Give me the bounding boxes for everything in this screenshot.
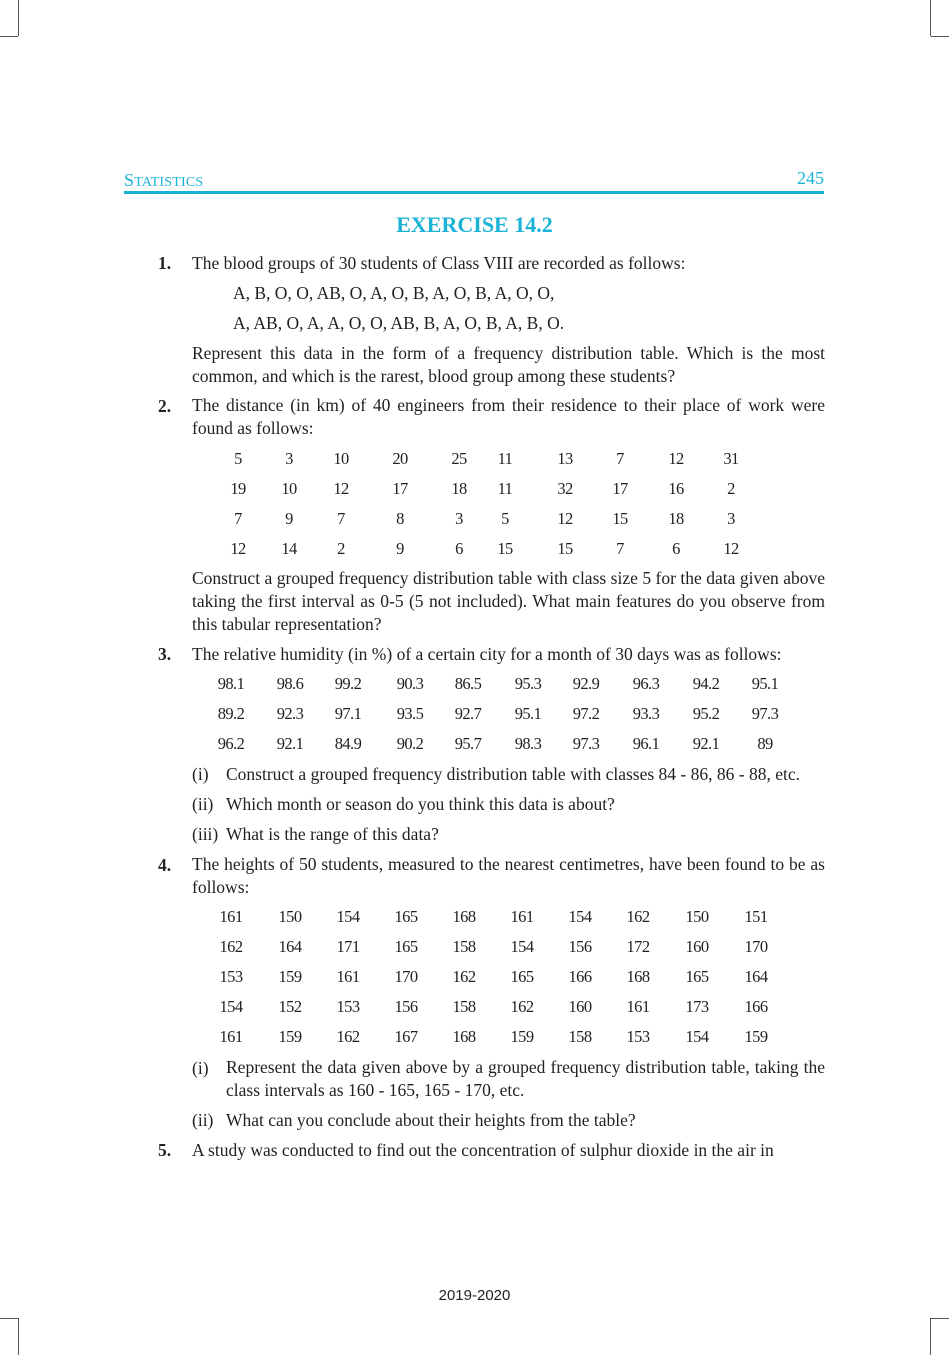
q3-number: 3. — [158, 644, 172, 664]
table-cell: 154 — [568, 907, 592, 926]
table-cell: 151 — [744, 907, 768, 926]
q3-part-label: (i) — [192, 764, 209, 784]
table-cell: 98.6 — [276, 674, 304, 693]
table-cell: 159 — [278, 967, 302, 986]
table-cell: 95.3 — [514, 674, 542, 693]
table-cell: 8 — [396, 509, 404, 528]
table-cell: 12 — [333, 479, 349, 498]
q4-part-label: (i) — [192, 1058, 209, 1078]
table-cell: 92.7 — [454, 704, 482, 723]
table-cell: 168 — [626, 967, 650, 986]
q3-part-label: (ii) — [192, 794, 214, 814]
table-cell: 93.5 — [396, 704, 424, 723]
table-cell: 99.2 — [334, 674, 362, 693]
table-cell: 95.2 — [692, 704, 720, 723]
table-cell: 90.2 — [396, 734, 424, 753]
table-cell: 162 — [452, 967, 476, 986]
table-cell: 94.2 — [692, 674, 720, 693]
table-cell: 165 — [685, 967, 709, 986]
table-cell: 162 — [626, 907, 650, 926]
table-cell: 159 — [510, 1027, 534, 1046]
q1-text: The blood groups of 30 students of Class VIII are recorded as follows: — [192, 253, 686, 273]
table-cell: 98.3 — [514, 734, 542, 753]
crop-mark — [931, 1318, 949, 1319]
table-cell: 161 — [336, 967, 360, 986]
table-cell: 97.3 — [572, 734, 600, 753]
table-cell: 86.5 — [454, 674, 482, 693]
q1-paragraph: Represent this data in the form of a frequency distribution table. Which is the most common, and which is the rarest, blood group among these students? — [192, 343, 825, 386]
table-cell: 12 — [557, 509, 573, 528]
q1-data-line-1: A, B, O, O, AB, O, A, O, B, A, O, B, A, O, O, — [233, 283, 555, 303]
table-cell: 7 — [234, 509, 242, 528]
table-cell: 2 — [337, 539, 345, 558]
crop-mark — [930, 1318, 931, 1355]
table-cell: 154 — [336, 907, 360, 926]
table-cell: 32 — [557, 479, 573, 498]
table-cell: 161 — [219, 1027, 243, 1046]
table-cell: 170 — [394, 967, 418, 986]
table-cell: 162 — [219, 937, 243, 956]
table-cell: 96.3 — [632, 674, 660, 693]
crop-mark — [0, 36, 18, 37]
table-cell: 153 — [336, 997, 360, 1016]
table-cell: 158 — [568, 1027, 592, 1046]
table-cell: 5 — [501, 509, 509, 528]
table-cell: 159 — [744, 1027, 768, 1046]
table-cell: 156 — [394, 997, 418, 1016]
table-cell: 7 — [337, 509, 345, 528]
q3-part-text: Construct a grouped frequency distribution table with classes 84 - 86, 86 - 88, etc. — [226, 764, 800, 784]
table-cell: 2 — [727, 479, 735, 498]
table-cell: 162 — [336, 1027, 360, 1046]
q5-text: A study was conducted to find out the concentration of sulphur dioxide in the air in — [192, 1140, 774, 1160]
table-cell: 17 — [392, 479, 408, 498]
table-cell: 10 — [333, 449, 349, 468]
table-cell: 160 — [568, 997, 592, 1016]
table-cell: 6 — [672, 539, 680, 558]
crop-mark — [930, 0, 931, 36]
header-rule — [124, 191, 824, 194]
table-cell: 154 — [685, 1027, 709, 1046]
running-header — [124, 168, 824, 190]
q5-number: 5. — [158, 1140, 172, 1160]
q3-part-label: (iii) — [192, 824, 219, 844]
table-cell: 5 — [234, 449, 242, 468]
q4-number: 4. — [158, 855, 172, 875]
q4-part-text: What can you conclude about their heights from the table? — [226, 1110, 636, 1130]
table-cell: 92.1 — [276, 734, 304, 753]
table-cell: 172 — [626, 937, 650, 956]
table-cell: 165 — [394, 937, 418, 956]
table-cell: 161 — [219, 907, 243, 926]
table-cell: 97.1 — [334, 704, 362, 723]
table-cell: 16 — [668, 479, 684, 498]
exercise-title: EXERCISE 14.2 — [396, 212, 553, 237]
table-cell: 164 — [278, 937, 302, 956]
q3-part-text: Which month or season do you think this data is about? — [226, 794, 615, 814]
table-cell: 96.1 — [632, 734, 660, 753]
crop-mark — [18, 1318, 19, 1355]
q2-paragraph: Construct a grouped frequency distribution table with class size 5 for the data given above taking the first interval as 0-5 (5 not included). What main features do you observe from this tabular representation? — [192, 568, 825, 634]
table-cell: 89.2 — [217, 704, 245, 723]
table-cell: 158 — [452, 937, 476, 956]
table-cell: 95.1 — [514, 704, 542, 723]
table-cell: 12 — [723, 539, 739, 558]
q4-part-text: Represent the data given above by a grouped frequency distribution table, taking the class intervals as 160 - 165, 165 - 170, etc. — [226, 1057, 825, 1100]
table-cell: 12 — [230, 539, 246, 558]
table-cell: 7 — [616, 539, 624, 558]
table-cell: 162 — [510, 997, 534, 1016]
footer-year: 2019-2020 — [438, 1287, 511, 1304]
table-cell: 95.7 — [454, 734, 482, 753]
table-cell: 15 — [557, 539, 573, 558]
table-cell: 3 — [455, 509, 463, 528]
q3-part-text: What is the range of this data? — [226, 824, 439, 844]
table-cell: 165 — [394, 907, 418, 926]
table-cell: 15 — [612, 509, 628, 528]
table-cell: 84.9 — [334, 734, 362, 753]
table-cell: 166 — [568, 967, 592, 986]
q4-text: The heights of 50 students, measured to the nearest centimetres, have been found to be as follows: — [192, 854, 825, 897]
table-cell: 171 — [336, 937, 360, 956]
table-cell: 6 — [455, 539, 463, 558]
crop-mark — [0, 1318, 18, 1319]
table-cell: 92.3 — [276, 704, 304, 723]
table-cell: 166 — [744, 997, 768, 1016]
q4-part-label: (ii) — [192, 1110, 214, 1130]
table-cell: 14 — [281, 539, 297, 558]
table-cell: 160 — [685, 937, 709, 956]
table-cell: 95.1 — [751, 674, 779, 693]
table-cell: 153 — [219, 967, 243, 986]
table-cell: 165 — [510, 967, 534, 986]
table-cell: 7 — [616, 449, 624, 468]
table-cell: 18 — [668, 509, 684, 528]
table-cell: 97.3 — [751, 704, 779, 723]
table-cell: 92.9 — [572, 674, 600, 693]
q2-number: 2. — [158, 396, 172, 416]
table-cell: 92.1 — [692, 734, 720, 753]
table-cell: 15 — [497, 539, 513, 558]
table-cell: 10 — [281, 479, 297, 498]
table-cell: 154 — [219, 997, 243, 1016]
table-cell: 93.3 — [632, 704, 660, 723]
crop-mark — [931, 36, 949, 37]
page-number: 245 — [797, 168, 824, 188]
table-cell: 154 — [510, 937, 534, 956]
table-cell: 161 — [626, 997, 650, 1016]
table-cell: 18 — [451, 479, 467, 498]
q1-data-line-2: A, AB, O, A, A, O, O, AB, B, A, O, B, A, B, O. — [233, 313, 565, 333]
table-cell: 3 — [285, 449, 293, 468]
table-cell: 11 — [497, 449, 513, 468]
q1-number: 1. — [158, 253, 172, 273]
table-cell: 25 — [451, 449, 467, 468]
section-title: STATISTICS — [124, 170, 204, 190]
table-cell: 173 — [685, 997, 709, 1016]
table-cell: 9 — [285, 509, 293, 528]
table-cell: 164 — [744, 967, 768, 986]
table-cell: 98.1 — [217, 674, 245, 693]
table-cell: 153 — [626, 1027, 650, 1046]
table-cell: 152 — [278, 997, 302, 1016]
table-cell: 170 — [744, 937, 768, 956]
table-cell: 97.2 — [572, 704, 600, 723]
table-cell: 150 — [278, 907, 302, 926]
table-cell: 90.3 — [396, 674, 424, 693]
table-cell: 19 — [230, 479, 246, 498]
q3-text: The relative humidity (in %) of a certain city for a month of 30 days was as follows: — [192, 644, 782, 664]
crop-mark — [18, 0, 19, 36]
table-cell: 89 — [757, 734, 773, 753]
table-cell: 11 — [497, 479, 513, 498]
table-cell: 159 — [278, 1027, 302, 1046]
q2-text: The distance (in km) of 40 engineers from their residence to their place of work were found as follows: — [192, 395, 825, 438]
table-cell: 168 — [452, 907, 476, 926]
table-cell: 13 — [557, 449, 573, 468]
table-cell: 17 — [612, 479, 628, 498]
table-cell: 9 — [396, 539, 404, 558]
table-cell: 161 — [510, 907, 534, 926]
table-cell: 12 — [668, 449, 684, 468]
table-cell: 3 — [727, 509, 735, 528]
table-cell: 31 — [723, 449, 739, 468]
table-cell: 20 — [392, 449, 408, 468]
table-cell: 158 — [452, 997, 476, 1016]
table-cell: 167 — [394, 1027, 418, 1046]
table-cell: 150 — [685, 907, 709, 926]
table-cell: 168 — [452, 1027, 476, 1046]
table-cell: 156 — [568, 937, 592, 956]
table-cell: 96.2 — [217, 734, 245, 753]
